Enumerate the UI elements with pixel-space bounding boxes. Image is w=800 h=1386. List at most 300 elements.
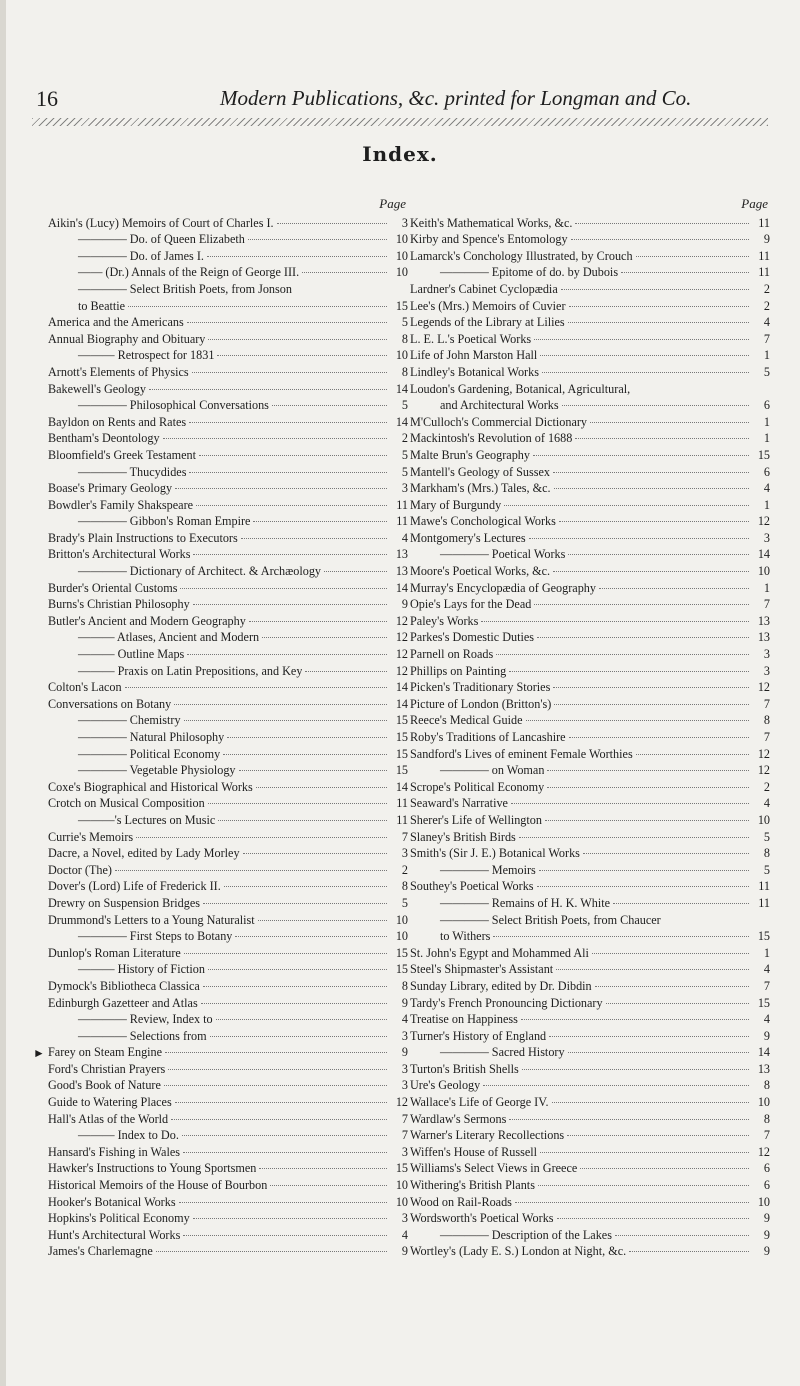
- entry-title: James's Charlemagne: [48, 1244, 153, 1259]
- entry-page-number: 8: [763, 1078, 770, 1093]
- dot-leader: [210, 1036, 387, 1037]
- dot-leader: [568, 1052, 749, 1053]
- dot-leader: [224, 886, 387, 887]
- entry-page-number: 11: [758, 879, 770, 894]
- dot-leader: [183, 1235, 387, 1236]
- dot-leader: [136, 837, 387, 838]
- entry-title: Colton's Lacon: [48, 680, 122, 695]
- entry-title: M'Culloch's Commercial Dictionary: [410, 414, 588, 429]
- entry-title: Hunt's Architectural Works: [48, 1227, 181, 1242]
- entry-title: ——— Index to Do.: [78, 1128, 179, 1143]
- entry-title: Smith's (Sir J. E.) Botanical Works: [410, 846, 580, 861]
- entry-page-number: 4: [763, 1012, 770, 1027]
- entry-title: America and the Americans: [48, 315, 184, 330]
- entry-page-number: 13: [757, 1061, 770, 1076]
- index-entry: [410, 646, 770, 663]
- dot-leader: [562, 405, 749, 406]
- index-entry: [48, 546, 408, 563]
- index-entry: [410, 231, 770, 248]
- index-entry: [48, 845, 408, 862]
- index-entry: [48, 679, 408, 696]
- index-entry: [48, 1243, 408, 1260]
- entry-page-number: 6: [763, 1161, 770, 1176]
- entry-page-number: 12: [757, 514, 770, 529]
- entry-page-number: 9: [401, 597, 408, 612]
- dot-leader: [571, 239, 749, 240]
- entry-title: Scrope's Political Economy: [410, 779, 545, 794]
- entry-page-number: 5: [763, 829, 770, 844]
- entry-page-number: 3: [763, 530, 770, 545]
- entry-page-number: 14: [757, 1045, 770, 1060]
- dot-leader: [483, 1085, 749, 1086]
- entry-page-number: 3: [763, 663, 770, 678]
- index-entry: [48, 331, 408, 348]
- entry-page-number: 13: [757, 630, 770, 645]
- entry-title: to Beattie: [78, 298, 126, 313]
- entry-title: ———— on Woman: [440, 763, 545, 778]
- index-entry: [48, 298, 408, 315]
- dot-leader: [568, 322, 749, 323]
- entry-title: Roby's Traditions of Lancashire: [410, 730, 566, 744]
- index-entry: [410, 364, 770, 381]
- dot-leader: [249, 621, 387, 622]
- entry-title: Mantell's Geology of Sussex: [410, 464, 550, 479]
- dot-leader: [128, 306, 387, 307]
- entry-title: ———— Gibbon's Roman Empire: [78, 514, 251, 529]
- dot-leader: [277, 223, 387, 224]
- entry-page-number: 11: [758, 248, 770, 263]
- dot-leader: [184, 720, 387, 721]
- index-heading: Index.: [362, 142, 438, 166]
- index-entry: [410, 480, 770, 497]
- index-entry: [48, 1094, 408, 1111]
- entry-title: Seaward's Narrative: [410, 796, 508, 811]
- entry-page-number: 4: [763, 315, 770, 330]
- dot-leader: [553, 472, 749, 473]
- index-entry: [410, 729, 770, 746]
- entry-title: ——— Outline Maps: [78, 647, 185, 662]
- entry-page-number: 15: [395, 746, 408, 761]
- entry-page-number: 5: [763, 862, 770, 877]
- entry-page-number: 7: [401, 1111, 408, 1126]
- index-entry: [48, 381, 408, 398]
- entry-page-number: 1: [763, 580, 770, 595]
- index-entry: [48, 248, 408, 265]
- entry-page-number: 15: [395, 730, 408, 744]
- index-entry: [410, 530, 770, 547]
- entry-page-number: 15: [395, 1161, 408, 1176]
- entry-page-number: 4: [401, 1012, 408, 1027]
- index-entry: [410, 497, 770, 514]
- entry-page-number: 14: [395, 680, 408, 695]
- entry-title: Withering's British Plants: [410, 1178, 535, 1193]
- dot-leader: [192, 372, 387, 373]
- index-entry: [410, 712, 770, 729]
- entry-title: Kirby and Spence's Entomology: [410, 232, 568, 247]
- entry-page-number: 3: [401, 1078, 408, 1093]
- index-entry: [410, 1077, 770, 1094]
- entry-title: ———— Description of the Lakes: [440, 1227, 612, 1242]
- index-entry: [410, 513, 770, 530]
- dot-leader: [534, 604, 749, 605]
- entry-title: Moore's Poetical Works, &c.: [410, 564, 551, 579]
- index-entry: [48, 447, 408, 464]
- entry-page-number: 10: [757, 812, 770, 827]
- index-entry: [48, 1194, 408, 1211]
- index-entry: [410, 995, 770, 1012]
- dot-leader: [538, 1185, 749, 1186]
- entry-title: Turton's British Shells: [410, 1061, 519, 1076]
- entry-title: Markham's (Mrs.) Tales, &c.: [410, 481, 551, 496]
- entry-title: ——— History of Fiction: [78, 962, 205, 977]
- entry-page-number: 9: [401, 1045, 408, 1060]
- entry-title: ———— Vegetable Physiology: [78, 763, 236, 778]
- dot-leader: [615, 1235, 749, 1236]
- index-entry: [48, 1144, 408, 1161]
- entry-title: Annual Biography and Obituary: [48, 331, 206, 346]
- dot-leader: [218, 820, 387, 821]
- dot-leader: [149, 389, 387, 390]
- entry-title: ———— Chemistry: [78, 713, 181, 728]
- entry-title: ———— Thucydides: [78, 464, 187, 479]
- dot-leader: [534, 339, 749, 340]
- entry-title: ———— Remains of H. K. White: [440, 895, 611, 910]
- entry-title: Mary of Burgundy: [410, 497, 502, 512]
- index-entry: [410, 1194, 770, 1211]
- entry-title: Bayldon on Rents and Rates: [48, 414, 187, 429]
- entry-title: ———— Select British Poets, from Jonson: [78, 281, 292, 296]
- entry-title: Dymock's Bibliotheca Classica: [48, 978, 200, 993]
- entry-title: Slaney's British Birds: [410, 829, 516, 844]
- index-entry: [410, 1144, 770, 1161]
- dot-leader: [540, 1152, 749, 1153]
- entry-title: Wiffen's House of Russell: [410, 1144, 538, 1159]
- index-entry: [48, 414, 408, 431]
- dot-leader: [515, 1202, 749, 1203]
- index-entry: [410, 281, 770, 298]
- entry-page-number: 9: [763, 1244, 770, 1259]
- entry-page-number: 1: [763, 348, 770, 363]
- entry-title: Paley's Works: [410, 613, 479, 628]
- index-entry: [48, 314, 408, 331]
- entry-page-number: 3: [401, 481, 408, 496]
- entry-page-number: 4: [763, 796, 770, 811]
- index-column-left: [48, 196, 408, 1260]
- entry-title: Farey on Steam Engine: [48, 1045, 163, 1060]
- index-entry: [410, 895, 770, 912]
- dot-leader: [569, 737, 749, 738]
- entry-page-number: 2: [763, 779, 770, 794]
- dot-leader: [533, 455, 749, 456]
- dot-leader: [203, 903, 387, 904]
- index-entry: [48, 1028, 408, 1045]
- dot-leader: [227, 737, 387, 738]
- index-entry: [48, 480, 408, 497]
- index-entry: [410, 978, 770, 995]
- entry-title: Warner's Literary Recollections: [410, 1128, 565, 1143]
- dot-leader: [262, 637, 387, 638]
- entry-title: ———'s Lectures on Music: [78, 812, 216, 827]
- index-entry: [410, 596, 770, 613]
- entry-page-number: 14: [395, 381, 408, 396]
- entry-title: Dacre, a Novel, edited by Lady Morley: [48, 846, 240, 861]
- entry-page-number: 5: [763, 364, 770, 379]
- entry-title: ——— Praxis on Latin Prepositions, and Key: [78, 663, 303, 678]
- dot-leader: [187, 322, 387, 323]
- entry-title: Steel's Shipmaster's Assistant: [410, 962, 554, 977]
- dot-leader: [522, 1069, 749, 1070]
- dot-leader: [539, 870, 749, 871]
- entry-title: and Architectural Works: [440, 398, 559, 413]
- entry-title: Keith's Mathematical Works, &c.: [410, 215, 573, 230]
- entry-title: Lindley's Botanical Works: [410, 364, 539, 379]
- dot-leader: [580, 1168, 749, 1169]
- index-entry: [410, 779, 770, 796]
- dot-leader: [521, 1019, 749, 1020]
- dot-leader: [529, 538, 749, 539]
- entry-page-number: 5: [401, 315, 408, 330]
- index-entry: [410, 746, 770, 763]
- entry-title: Williams's Select Views in Greece: [410, 1161, 578, 1176]
- dot-leader: [537, 886, 749, 887]
- entry-page-number: 6: [763, 1178, 770, 1193]
- index-entry: [48, 829, 408, 846]
- entry-page-number: 6: [763, 398, 770, 413]
- entry-title: Butler's Ancient and Modern Geography: [48, 613, 246, 628]
- dot-leader: [189, 422, 387, 423]
- entry-title: Sandford's Lives of eminent Female Worthies: [410, 746, 633, 761]
- dot-leader: [241, 538, 387, 539]
- index-entry: [410, 397, 770, 414]
- entry-page-number: 5: [401, 447, 408, 462]
- index-entry: [48, 663, 408, 680]
- dot-leader: [203, 986, 387, 987]
- entry-page-number: 4: [763, 962, 770, 977]
- entry-title: Conversations on Botany: [48, 696, 172, 711]
- entry-page-number: 10: [395, 348, 408, 363]
- entry-title: Wallace's Life of George IV.: [410, 1095, 549, 1110]
- entry-page-number: 3: [401, 215, 408, 230]
- entry-title: Burder's Oriental Customs: [48, 580, 178, 595]
- entry-page-number: 3: [401, 1144, 408, 1159]
- entry-page-number: 15: [757, 995, 770, 1010]
- index-entry: [410, 347, 770, 364]
- entry-title: Picture of London (Britton's): [410, 696, 552, 711]
- entry-page-number: 10: [395, 248, 408, 263]
- dot-leader: [174, 704, 387, 705]
- entry-title: Legends of the Library at Lilies: [410, 315, 565, 330]
- index-entry: [410, 878, 770, 895]
- entry-page-number: 11: [396, 812, 408, 827]
- entry-page-number: 11: [396, 514, 408, 529]
- entry-page-number: 10: [757, 564, 770, 579]
- entry-title: St. John's Egypt and Mohammed Ali: [410, 945, 589, 960]
- entry-title: ———— First Steps to Botany: [78, 929, 233, 944]
- index-entry: [48, 281, 408, 298]
- dot-leader: [208, 803, 387, 804]
- entry-title: Montgomery's Lectures: [410, 530, 526, 545]
- index-entry: [410, 1044, 770, 1061]
- index-entry: [410, 580, 770, 597]
- entry-title: ———— Natural Philosophy: [78, 730, 225, 744]
- entry-title: ———— Poetical Works: [440, 547, 566, 562]
- dot-leader: [553, 687, 749, 688]
- entry-page-number: 2: [401, 862, 408, 877]
- index-entry: [48, 1127, 408, 1144]
- dot-leader: [201, 1003, 387, 1004]
- entry-page-number: 3: [763, 647, 770, 662]
- dot-leader: [175, 488, 387, 489]
- dot-leader: [183, 1152, 387, 1153]
- dot-leader: [509, 671, 749, 672]
- dot-leader: [216, 1019, 387, 1020]
- dot-leader: [509, 1119, 749, 1120]
- dot-leader: [115, 870, 387, 871]
- entry-title: Loudon's Gardening, Botanical, Agricultural,: [410, 381, 631, 396]
- index-entry: [410, 1210, 770, 1227]
- dot-leader: [189, 472, 387, 473]
- index-entry: [48, 878, 408, 895]
- index-entry: [48, 1111, 408, 1128]
- entry-title: to Withers: [440, 929, 491, 944]
- index-entry: [410, 215, 770, 232]
- index-column-right: [410, 196, 770, 1260]
- index-entry: [48, 497, 408, 514]
- entry-title: Brady's Plain Instructions to Executors: [48, 530, 238, 545]
- dot-leader: [272, 405, 387, 406]
- dot-leader: [554, 704, 749, 705]
- entry-title: Wood on Rail-Roads: [410, 1194, 512, 1209]
- entry-page-number: 11: [758, 895, 770, 910]
- dot-leader: [125, 687, 387, 688]
- entry-page-number: 7: [763, 1128, 770, 1143]
- index-entry: [410, 248, 770, 265]
- entry-page-number: 15: [395, 713, 408, 728]
- dot-leader: [199, 455, 387, 456]
- index-entry: [48, 563, 408, 580]
- index-entry: [48, 696, 408, 713]
- entry-title: Picken's Traditionary Stories: [410, 680, 551, 695]
- entry-page-number: 8: [763, 713, 770, 728]
- index-entry: [48, 530, 408, 547]
- index-entry: [48, 928, 408, 945]
- entry-page-number: 8: [401, 879, 408, 894]
- dot-leader: [542, 372, 749, 373]
- entry-page-number: 7: [763, 730, 770, 744]
- entry-page-number: 11: [758, 215, 770, 230]
- dot-leader: [568, 554, 749, 555]
- index-entry: [410, 845, 770, 862]
- dot-leader: [259, 1168, 387, 1169]
- dot-leader: [223, 754, 387, 755]
- entry-page-number: 5: [401, 895, 408, 910]
- entry-title: Ure's Geology: [410, 1078, 481, 1093]
- entry-title: Crotch on Musical Composition: [48, 796, 205, 811]
- dot-leader: [207, 256, 387, 257]
- entry-title: Treatise on Happiness: [410, 1012, 518, 1027]
- dot-leader: [187, 654, 387, 655]
- dot-leader: [182, 1135, 387, 1136]
- column-page-label: Page: [741, 196, 768, 211]
- index-entry: [48, 629, 408, 646]
- entry-title: —— (Dr.) Annals of the Reign of George III.: [78, 265, 300, 280]
- dot-leader: [481, 621, 749, 622]
- dot-leader: [248, 239, 387, 240]
- entry-page-number: 15: [395, 962, 408, 977]
- index-entry: [48, 995, 408, 1012]
- entry-page-number: 15: [395, 945, 408, 960]
- dot-leader: [636, 256, 749, 257]
- dot-leader: [567, 1135, 749, 1136]
- entry-page-number: 13: [757, 613, 770, 628]
- entry-title: Lardner's Cabinet Cyclopædia: [410, 281, 558, 296]
- entry-title: Arnott's Elements of Physics: [48, 364, 189, 379]
- entry-page-number: 11: [396, 796, 408, 811]
- entry-title: Lamarck's Conchology Illustrated, by Crouch: [410, 248, 633, 263]
- pointer-mark-icon: ►: [33, 1046, 45, 1060]
- entry-title: Ford's Christian Prayers: [48, 1061, 166, 1076]
- index-entry: [48, 729, 408, 746]
- dot-leader: [258, 920, 387, 921]
- entry-page-number: 13: [395, 547, 408, 562]
- index-entry: [48, 397, 408, 414]
- entry-page-number: 2: [401, 431, 408, 446]
- running-title: Modern Publications, &c. printed for Longman and Co.: [220, 86, 692, 110]
- dot-leader: [547, 787, 749, 788]
- entry-title: Aikin's (Lucy) Memoirs of Court of Charles I.: [48, 215, 274, 230]
- index-entry: [410, 1243, 770, 1260]
- entry-page-number: 8: [763, 1111, 770, 1126]
- index-entry: [410, 663, 770, 680]
- dot-leader: [196, 505, 387, 506]
- index-entry: [48, 513, 408, 530]
- index-entry: [410, 1127, 770, 1144]
- entry-page-number: 9: [401, 1244, 408, 1259]
- entry-title: Dunlop's Roman Literature: [48, 945, 181, 960]
- index-entry: [48, 978, 408, 995]
- index-entry: [48, 1227, 408, 1244]
- entry-title: Parnell on Roads: [410, 647, 494, 662]
- entry-page-number: 2: [763, 281, 770, 296]
- dot-leader: [493, 936, 749, 937]
- index-entry: [410, 812, 770, 829]
- index-entry: [410, 829, 770, 846]
- entry-title: Coxe's Biographical and Historical Works: [48, 779, 253, 794]
- index-entry: [410, 464, 770, 481]
- index-entry: [410, 331, 770, 348]
- entry-title: Hall's Atlas of the World: [48, 1111, 169, 1126]
- entry-page-number: 3: [401, 846, 408, 861]
- entry-page-number: 1: [763, 945, 770, 960]
- entry-page-number: 4: [401, 1227, 408, 1242]
- entry-title: Malte Brun's Geography: [410, 447, 530, 462]
- entry-page-number: 10: [395, 912, 408, 927]
- index-entry: [48, 712, 408, 729]
- dot-leader: [243, 853, 387, 854]
- entry-title: Dover's (Lord) Life of Frederick II.: [48, 879, 221, 894]
- entry-title: Hansard's Fishing in Wales: [48, 1144, 180, 1159]
- dot-leader: [193, 554, 387, 555]
- dot-leader: [595, 986, 749, 987]
- entry-title: ———— Dictionary of Architect. & Archæology: [78, 564, 322, 579]
- dot-leader: [324, 571, 387, 572]
- dot-leader: [549, 1036, 749, 1037]
- index-entry: [48, 1011, 408, 1028]
- entry-title: Turner's History of England: [410, 1028, 547, 1043]
- entry-title: Edinburgh Gazetteer and Atlas: [48, 995, 198, 1010]
- index-entry: [48, 646, 408, 663]
- index-entry: [48, 812, 408, 829]
